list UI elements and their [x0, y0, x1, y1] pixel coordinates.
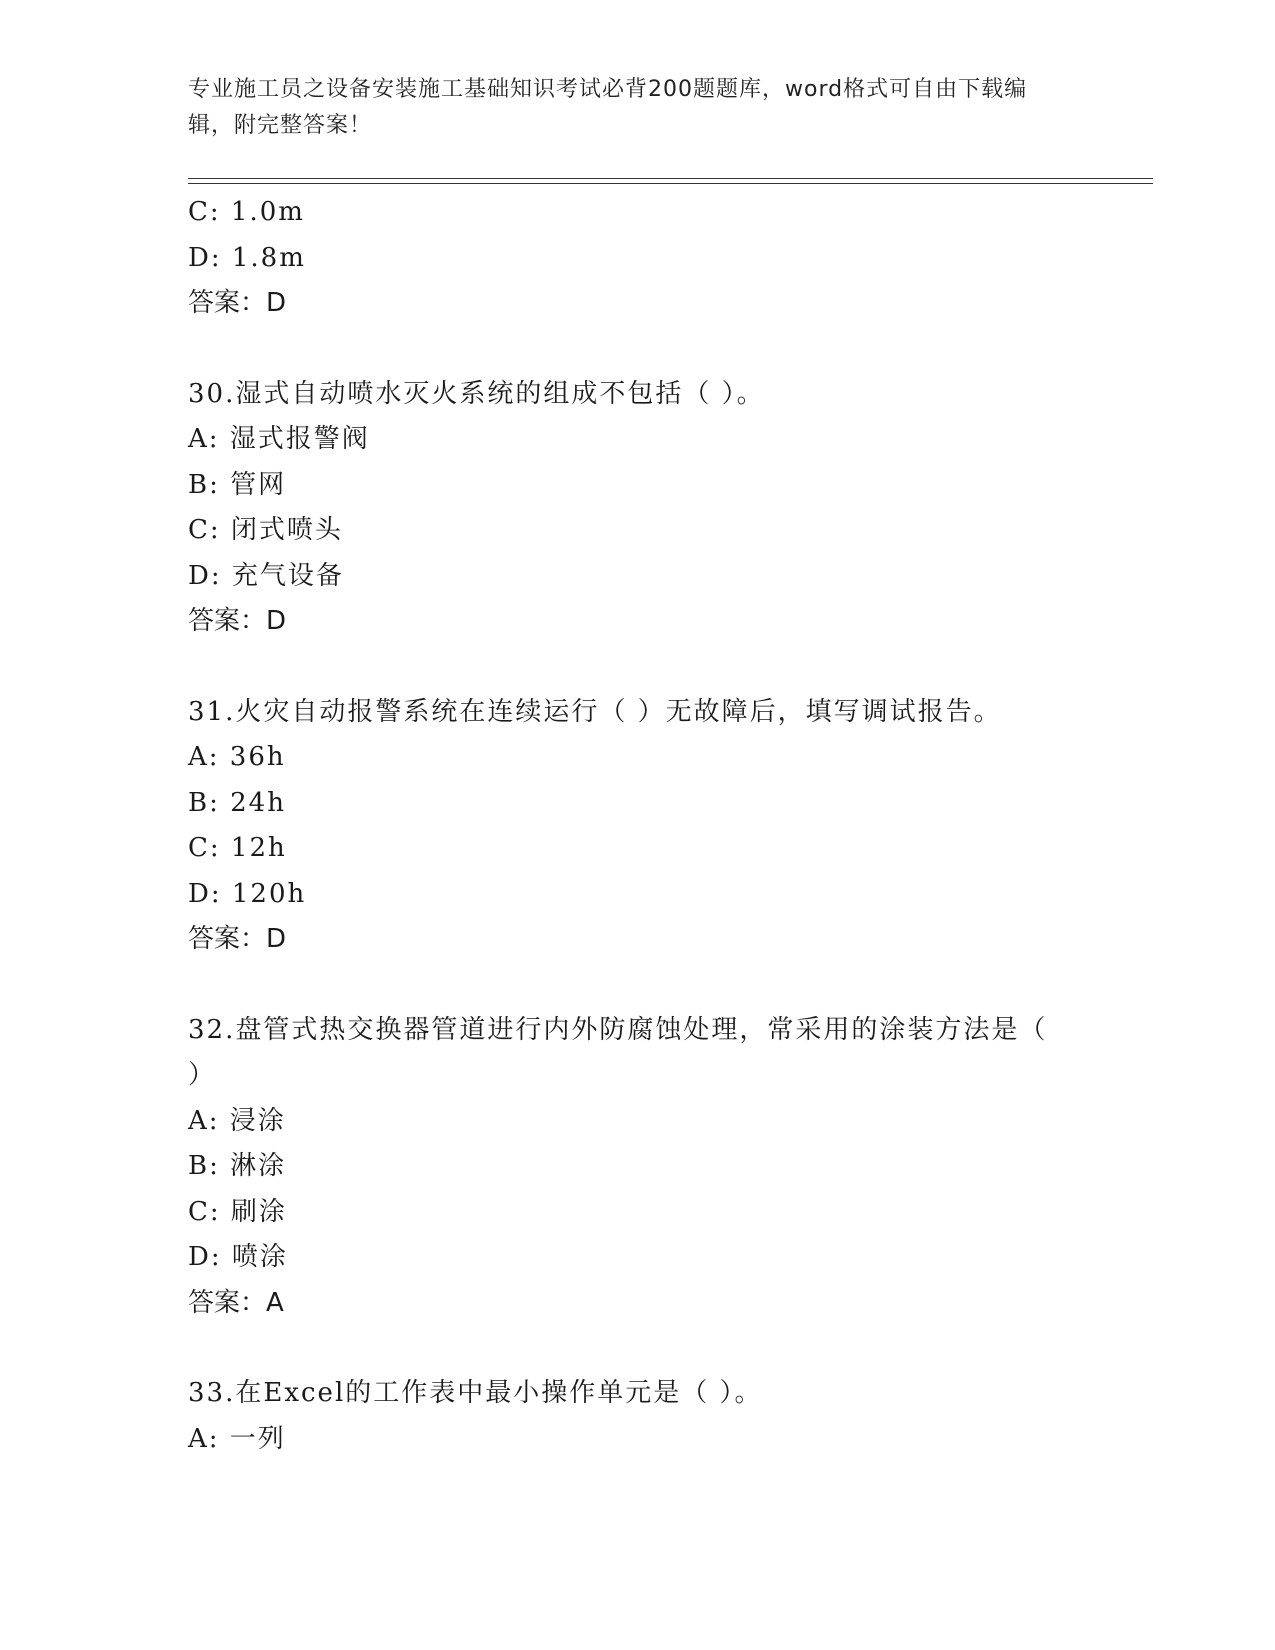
document-title: 专业施工员之设备安装施工基础知识考试必背200题题库，word格式可自由下载编辑，附完整答案！	[188, 77, 1028, 138]
option-a: A: 浸涂	[188, 1105, 286, 1136]
option-c: C: 闭式喷头	[188, 515, 343, 545]
option-b: B: 淋涂	[188, 1151, 287, 1181]
question-list	[188, 190, 1088, 1462]
question-stem: 31.火灾自动报警系统在连续运行（ ）无故障后，填写调试报告。	[188, 696, 1002, 727]
option-c: C: 1.0m	[188, 197, 305, 227]
header-divider	[188, 178, 1153, 184]
answer-line: 答案：A	[188, 1287, 284, 1318]
question-stem-continued: ）	[188, 1060, 217, 1090]
answer-line: 答案：D	[188, 606, 287, 636]
option-d: D: 1.8m	[188, 242, 306, 273]
option-d: D: 喷涂	[188, 1242, 288, 1272]
option-c: C: 12h	[188, 833, 287, 863]
answer-line: 答案：D	[188, 288, 287, 318]
option-a: A: 一列	[188, 1423, 286, 1454]
answer-line: 答案：D	[188, 924, 287, 954]
question-stem: 30.湿式自动喷水灭火系统的组成不包括（ ）。	[188, 378, 765, 409]
option-b: B: 管网	[188, 469, 287, 500]
option-a: A: 36h	[188, 742, 286, 772]
option-a: A: 湿式报警阀	[188, 424, 370, 454]
option-d: D: 120h	[188, 878, 307, 909]
option-b: B: 24h	[188, 787, 286, 818]
option-d: D: 充气设备	[188, 560, 344, 591]
question-stem: 33.在Excel的工作表中最小操作单元是（ ）。	[188, 1378, 763, 1408]
option-c: C: 刷涂	[188, 1196, 287, 1227]
question-stem: 32.盘管式热交换器管道进行内外防腐蚀处理，常采用的涂装方法是（	[188, 1014, 1048, 1045]
